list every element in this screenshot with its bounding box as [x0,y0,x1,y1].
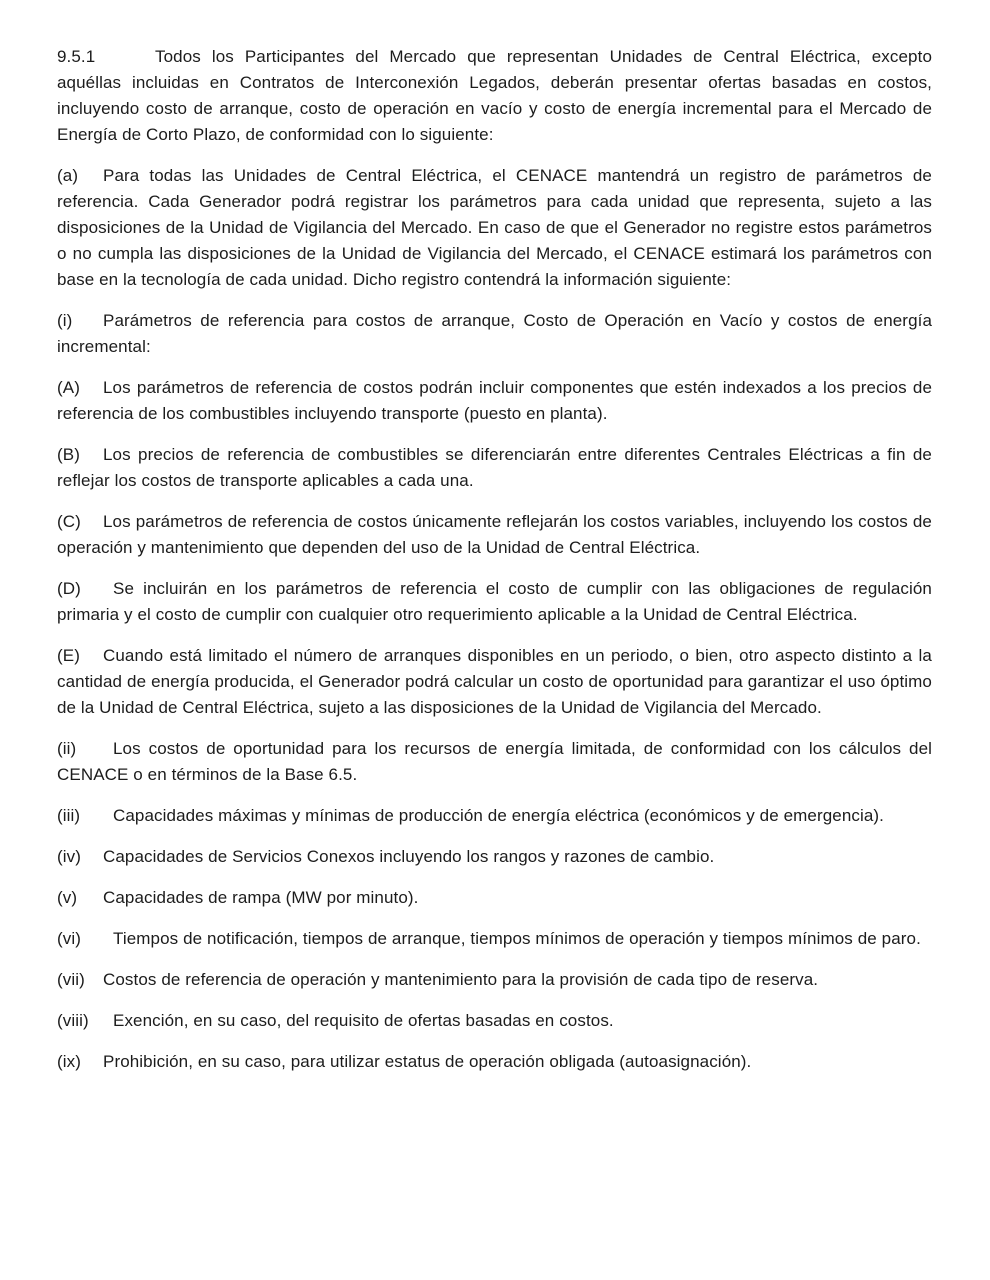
paragraph-viii [57,1008,932,1034]
paragraph-label: (viii) [57,1011,89,1030]
paragraph-text: Exención, en su caso, del requisito de ofertas basadas en costos. [113,1011,614,1030]
paragraph-text: Tiempos de notificación, tiempos de arranque, tiempos mínimos de operación y tiempos mínimos de paro. [113,929,921,948]
paragraph-text: Capacidades máximas y mínimas de producción de energía eléctrica (económicos y de emergencia). [113,806,884,825]
paragraph-label: (a) [57,166,79,185]
paragraph-label: (vii) [57,970,85,989]
paragraph-i [57,308,932,360]
paragraph-text: Capacidades de Servicios Conexos incluyendo los rangos y razones de cambio. [103,847,715,866]
paragraph-label: (vi) [57,929,81,948]
paragraph-text: Los parámetros de referencia de costos podrán incluir componentes que estén indexados a los precios de referencia de los combustibles incluyendo transporte (puesto en planta). [57,378,932,423]
paragraph-text: Para todas las Unidades de Central Eléctrica, el CENACE mantendrá un registro de parámetros de referencia. Cada Generador podrá registrar los parámetros para cada unidad que representa, sujeto a las disposiciones de la Unidad de Vigilancia del Mercado. En caso de que el Generador no registre estos parámetros o no cumpla las disposiciones de la Unidad de Vigilancia del Mercado, el CENACE estimará los parámetros con base en la tecnología de cada unidad. Dicho registro contendrá la información siguiente: [57,166,932,289]
paragraph-text: Los costos de oportunidad para los recursos de energía limitada, de conformidad con los cálculos del CENACE o en términos de la Base 6.5. [57,739,932,784]
paragraph-a [57,163,932,293]
paragraph-label: (iv) [57,847,81,866]
paragraph-text: Se incluirán en los parámetros de referencia el costo de cumplir con las obligaciones de regulación primaria y el costo de cumplir con cualquier otro requerimiento aplicable a la Unidad de Central Eléctrica. [57,579,932,624]
paragraph-B [57,442,932,494]
paragraph-ix [57,1049,932,1075]
paragraph-label: (D) [57,579,81,598]
paragraph-text: Capacidades de rampa (MW por minuto). [103,888,419,907]
paragraph-iv [57,844,932,870]
paragraph-label: (ii) [57,739,77,758]
paragraph-text: Parámetros de referencia para costos de arranque, Costo de Operación en Vacío y costos de energía incremental: [57,311,932,356]
paragraph-text: Los parámetros de referencia de costos únicamente reflejarán los costos variables, incluyendo los costos de operación y mantenimiento que dependen del uso de la Unidad de Central Eléctrica. [57,512,932,557]
paragraph-text: Todos los Participantes del Mercado que representan Unidades de Central Eléctrica, excepto aquéllas incluidas en Contratos de Interconexión Legados, deberán presentar ofertas basadas en costos, incluyendo costo de arranque, costo de operación en vacío y costo de energía incremental para el Mercado de Energía de Corto Plazo, de conformidad con lo siguiente: [57,47,932,144]
paragraph-iii [57,803,932,829]
paragraph-text: Los precios de referencia de combustibles se diferenciarán entre diferentes Centrales Eléctricas a fin de reflejar los costos de transporte aplicables a cada una. [57,445,932,490]
paragraph-text: Costos de referencia de operación y mantenimiento para la provisión de cada tipo de reserva. [103,970,819,989]
paragraph-label: (B) [57,445,80,464]
paragraph-C [57,509,932,561]
paragraph-A [57,375,932,427]
paragraph-label: (E) [57,646,80,665]
paragraph-label: 9.5.1 [57,47,96,66]
paragraph-text: Cuando está limitado el número de arranques disponibles en un periodo, o bien, otro aspecto distinto a la cantidad de energía producida, el Generador podrá calcular un costo de oportunidad para garantizar el uso óptimo de la Unidad de Central Eléctrica, sujeto a las disposiciones de la Unidad de Vigilancia del Mercado. [57,646,932,717]
paragraph-v [57,885,932,911]
paragraph-label: (v) [57,888,78,907]
paragraph-label: (iii) [57,806,81,825]
paragraph-vi [57,926,932,952]
paragraph-ii [57,736,932,788]
paragraph-label: (ix) [57,1052,81,1071]
paragraph-9-5-1 [57,44,932,148]
paragraph-text: Prohibición, en su caso, para utilizar estatus de operación obligada (autoasignación). [103,1052,752,1071]
paragraph-label: (C) [57,512,81,531]
paragraph-vii [57,967,932,993]
paragraph-D [57,576,932,628]
paragraph-E [57,643,932,721]
paragraph-label: (i) [57,311,73,330]
paragraph-label: (A) [57,378,80,397]
